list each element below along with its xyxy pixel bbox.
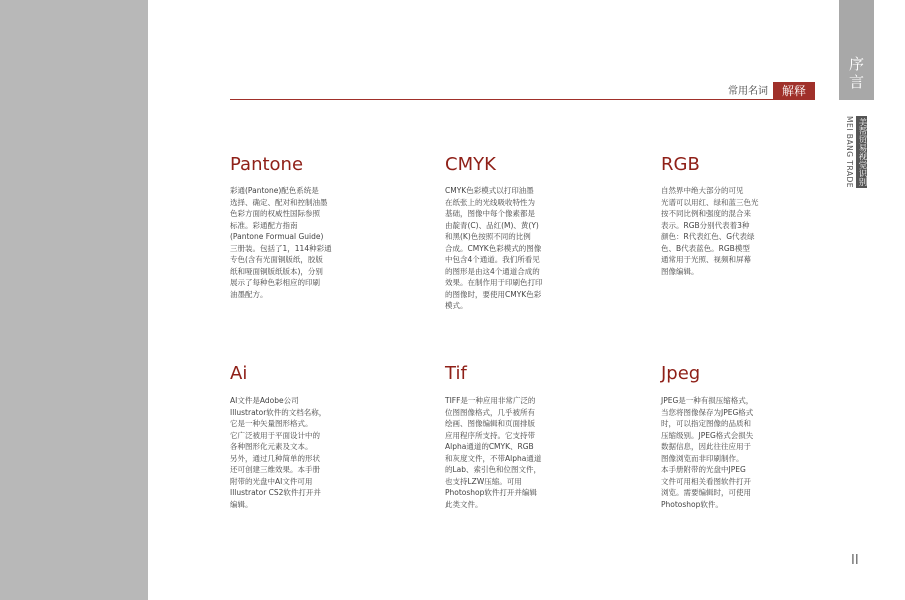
section-body: AI文件是Adobe公司 Illustrator软件的文档名称， 它是一种矢量图形格式。 它广泛被用于平面设计中的 各种图形化元素及文本。 另外，通过几种简单的形状 还可创建三维效果。本手册 附带的光盘中AI文件可用 Illustrator CS2软件打开并 编辑。 [230,396,327,509]
chapter-tab [839,0,874,100]
header-divider [230,99,815,100]
section-title: Tif [445,363,467,384]
chapter-tab-char-2: 言 [848,73,864,91]
header-tag: 解释 [773,82,815,100]
section-pantone [230,154,342,300]
section-title: CMYK [445,154,496,175]
section-body: CMYK色彩模式以打印油墨 在纸张上的光线吸收特性为 基础，图像中每个像素都是 由靛青(C)、品红(M)、黄(Y) 和黑(K)色按照不同的比例 合成。CMYK色彩模式的图像 中包含4个通道。我们所看见 的图形是由这4个通道合成的 效果。在制作用于印刷色打印 的图像时，要使用CMYK色彩 模式。 [445,186,543,310]
chapter-tab-char-1: 序 [848,55,864,73]
section-title: Jpeg [661,363,701,384]
section-jpeg [661,363,773,510]
section-tif [445,363,557,510]
section-body: 自然界中绝大部分的可见 光谱可以用红、绿和蓝三色光 按不同比例和强度的混合来 表示。RGB分别代表着3种 颜色：R代表红色、G代表绿 色、B代表蓝色。RGB模型 通常用于光照、视频和屏幕 图像编辑。 [661,186,759,276]
section-cmyk [445,154,557,312]
section-rgb [661,154,773,277]
section-title: Ai [230,363,248,384]
header-label: 常用名词 [728,86,768,97]
brand-name-english: MEI BANG TRADE [845,116,854,189]
section-title: RGB [661,154,700,175]
brand-name-chinese: 美帮贸易视觉识别 [857,118,867,186]
section-body: TIFF是一种应用非常广泛的 位图图像格式，几乎被所有 绘画、图像编辑和页面排版 应用程序所支持。它支持带 Alpha通道的CMYK、RGB 和灰度文件，不带Alpha通道 的Lab、索引色和位图文件， 也支持LZW压缩。可用 Photoshop软件打开并编辑 此类文件。 [445,396,542,509]
left-gray-band [0,0,148,600]
section-ai [230,363,342,510]
section-body: 彩通(Pantone)配色系统是 选择、确定、配对和控制油墨 色彩方面的权威性国际参照 标准。彩通配方指南 (Pantone Formual Guide) 三册装。包括了1，114种彩通 专色(含有光面铜版纸，胶版 纸和哑面铜版纸版本)，分别 展示了每种色彩相应的印刷 油墨配方。 [230,186,332,299]
section-body: JPEG是一种有损压缩格式， 当您将图像保存为JPEG格式 时，可以指定图像的品质和 压缩级别。JPEG格式会损失 数据信息，因此往往应用于 图像浏览而非印刷制作。 本手册附带的光盘中JPEG 文件可用相关看图软件打开 浏览。需要编辑时，可使用 Photoshop软件。 [661,396,754,509]
section-title: Pantone [230,154,304,175]
page-number: II [851,553,859,568]
